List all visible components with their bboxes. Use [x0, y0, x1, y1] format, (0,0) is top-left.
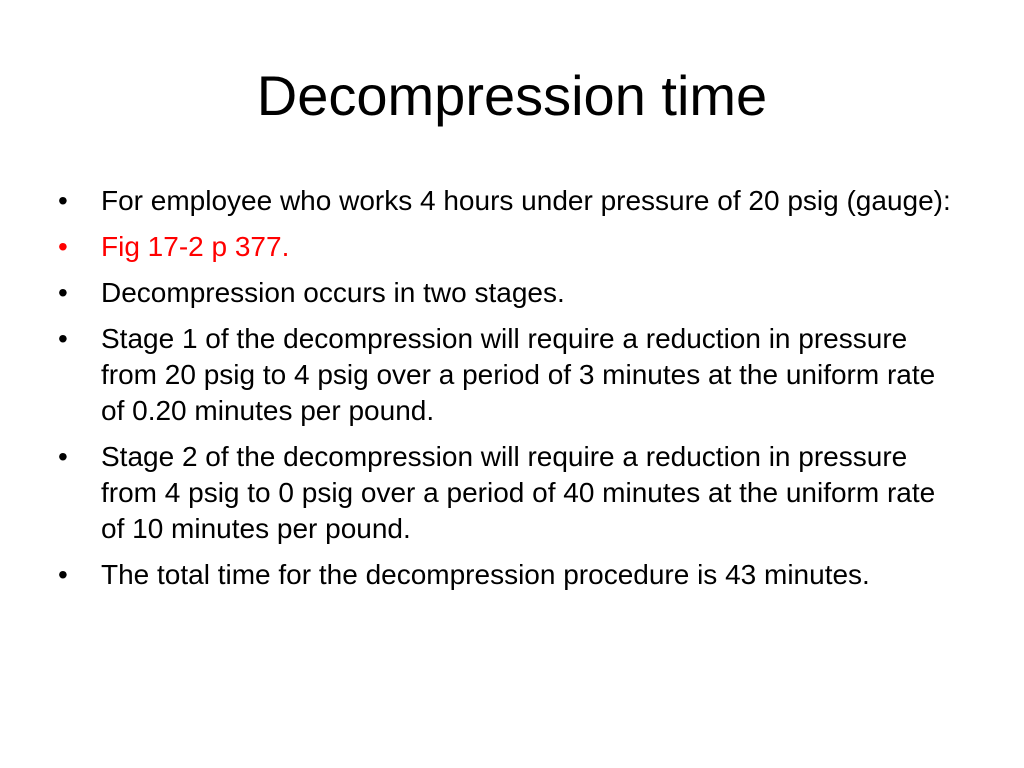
bullet-dot: • [58, 441, 68, 472]
bullet-text: Fig 17-2 p 377. [101, 231, 290, 262]
bullet-item [58, 183, 958, 219]
bullet-text: Decompression occurs in two stages. [101, 277, 565, 308]
bullet-item [58, 557, 958, 593]
bullet-dot: • [58, 277, 68, 308]
bullet-dot: • [58, 231, 68, 262]
bullet-item-figure-reference [58, 229, 958, 265]
bullet-text: Stage 2 of the decompression will require a reduction in pressure from 4 psig to 0 psig over a period of 40 minutes at the uniform rate of 10 minutes per pound. [101, 441, 936, 544]
bullet-text: The total time for the decompression procedure is 43 minutes. [101, 559, 870, 590]
bullet-list [58, 183, 958, 603]
bullet-dot: • [58, 185, 68, 216]
bullet-dot: • [58, 559, 68, 590]
slide-title: Decompression time [256, 64, 768, 127]
bullet-item [58, 275, 958, 311]
bullet-item [58, 439, 958, 547]
bullet-dot: • [58, 323, 68, 354]
bullet-text: Stage 1 of the decompression will require a reduction in pressure from 20 psig to 4 psig over a period of 3 minutes at the uniform rate of 0.20 minutes per pound. [101, 323, 936, 426]
bullet-item [58, 321, 958, 429]
bullet-text: For employee who works 4 hours under pressure of 20 psig (gauge): [101, 185, 951, 216]
